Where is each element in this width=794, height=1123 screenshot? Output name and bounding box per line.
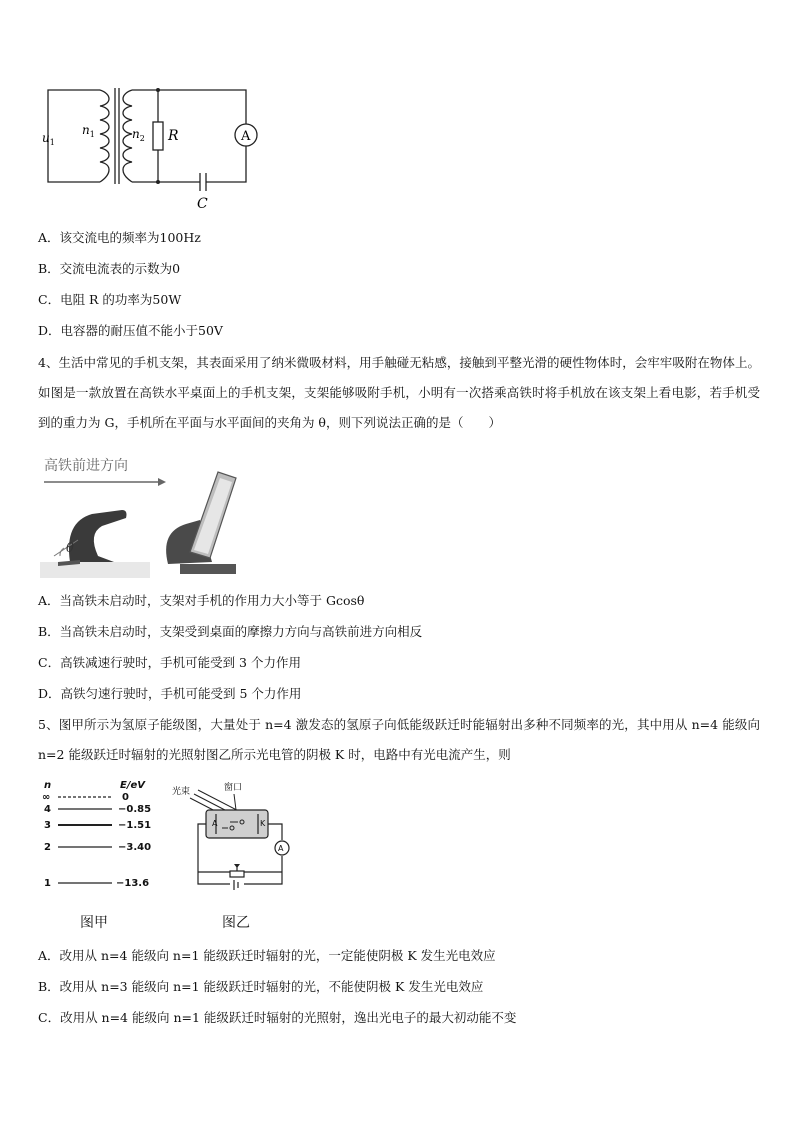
theta-label: θ	[66, 541, 74, 556]
q3-option-d: D．电容器的耐压值不能小于50V	[38, 323, 223, 338]
transformer-circuit-figure	[40, 82, 260, 214]
capacitor-label: C	[197, 196, 208, 212]
n1-label: $n_1$	[82, 123, 95, 139]
direction-label: 高铁前进方向	[44, 458, 128, 474]
q4-stem: 4、生活中常见的手机支架，其表面采用了纳米微吸材料，用手触碰无粘感，接触到平整光滑的硬性物体时，会牢牢吸附在物体上。如图是一款放置在高铁水平桌面上的手机支架，支架能够吸附手机，小明有一次搭乘高铁时将手机放在该支架上看电影，若手机受到的重力为 G，手机所在平面与水平面间的夹角为 θ，则下列说法正确的是（ ）	[38, 355, 760, 430]
figure-jia-caption: 图甲	[80, 915, 108, 931]
q4-option-c: C．高铁减速行驶时，手机可能受到 3 个力作用	[38, 655, 301, 670]
q3-option-c: C．电阻 R 的功率为50W	[38, 292, 182, 307]
resistor-label: R	[168, 128, 179, 144]
ammeter-label: A	[241, 129, 251, 144]
q5-stem: 5、图甲所示为氢原子能级图，大量处于 n=4 激发态的氢原子向低能级跃迁时能辐射出多种不同频率的光，其中用从 n=4 能级向 n=2 能级跃迁时辐射的光照射图乙所示光电管的阴极 K 时，电路中有光电流产生，则	[38, 717, 760, 762]
q5-option-c: C．改用从 n=4 能级向 n=1 能级跃迁时辐射的光照射，逸出光电子的最大初动能不变	[38, 1010, 517, 1025]
svg-text:E/eV: E/eV	[120, 780, 146, 791]
figure-yi-caption: 图乙	[222, 915, 250, 931]
q3-option-b: B．交流电流表的示数为0	[38, 261, 181, 276]
svg-text:窗口: 窗口	[224, 783, 243, 793]
q4-option-a: A．当高铁未启动时，支架对手机的作用力大小等于 Gcosθ	[38, 593, 365, 608]
svg-text:∞: ∞	[42, 792, 51, 803]
u1-label: $u_1$	[42, 131, 55, 147]
svg-text:−1.51: −1.51	[118, 820, 152, 831]
svg-text:4: 4	[44, 804, 51, 815]
svg-text:光束: 光束	[172, 787, 191, 797]
svg-text:−13.6: −13.6	[116, 878, 150, 889]
q4-option-d: D．高铁匀速行驶时，手机可能受到 5 个力作用	[38, 686, 302, 701]
svg-text:K: K	[260, 819, 266, 828]
energy-level-figure	[40, 778, 170, 898]
svg-text:−0.85: −0.85	[118, 804, 152, 815]
svg-text:A: A	[212, 819, 218, 828]
q5-option-b: B．改用从 n=3 能级向 n=1 能级跃迁时辐射的光，不能使阴极 K 发生光电效应	[38, 979, 484, 994]
svg-text:0: 0	[122, 792, 129, 803]
q5-option-a: A．改用从 n=4 能级向 n=1 能级跃迁时辐射的光，一定能使阴极 K 发生光电效应	[38, 948, 496, 963]
photoelectric-tube-figure	[172, 780, 294, 898]
svg-text:3: 3	[44, 820, 51, 831]
svg-text:n: n	[44, 780, 52, 791]
svg-text:−3.40: −3.40	[118, 842, 152, 853]
svg-text:2: 2	[44, 842, 51, 853]
svg-text:A: A	[278, 844, 284, 853]
arrow-right-icon	[158, 478, 166, 486]
phone-holder-figure	[40, 452, 240, 580]
q3-option-a: A．该交流电的频率为100Hz	[38, 230, 201, 245]
svg-text:1: 1	[44, 878, 51, 889]
n2-label: $n_2$	[132, 127, 145, 143]
q4-option-b: B．当高铁未启动时，支架受到桌面的摩擦力方向与高铁前进方向相反	[38, 624, 423, 639]
